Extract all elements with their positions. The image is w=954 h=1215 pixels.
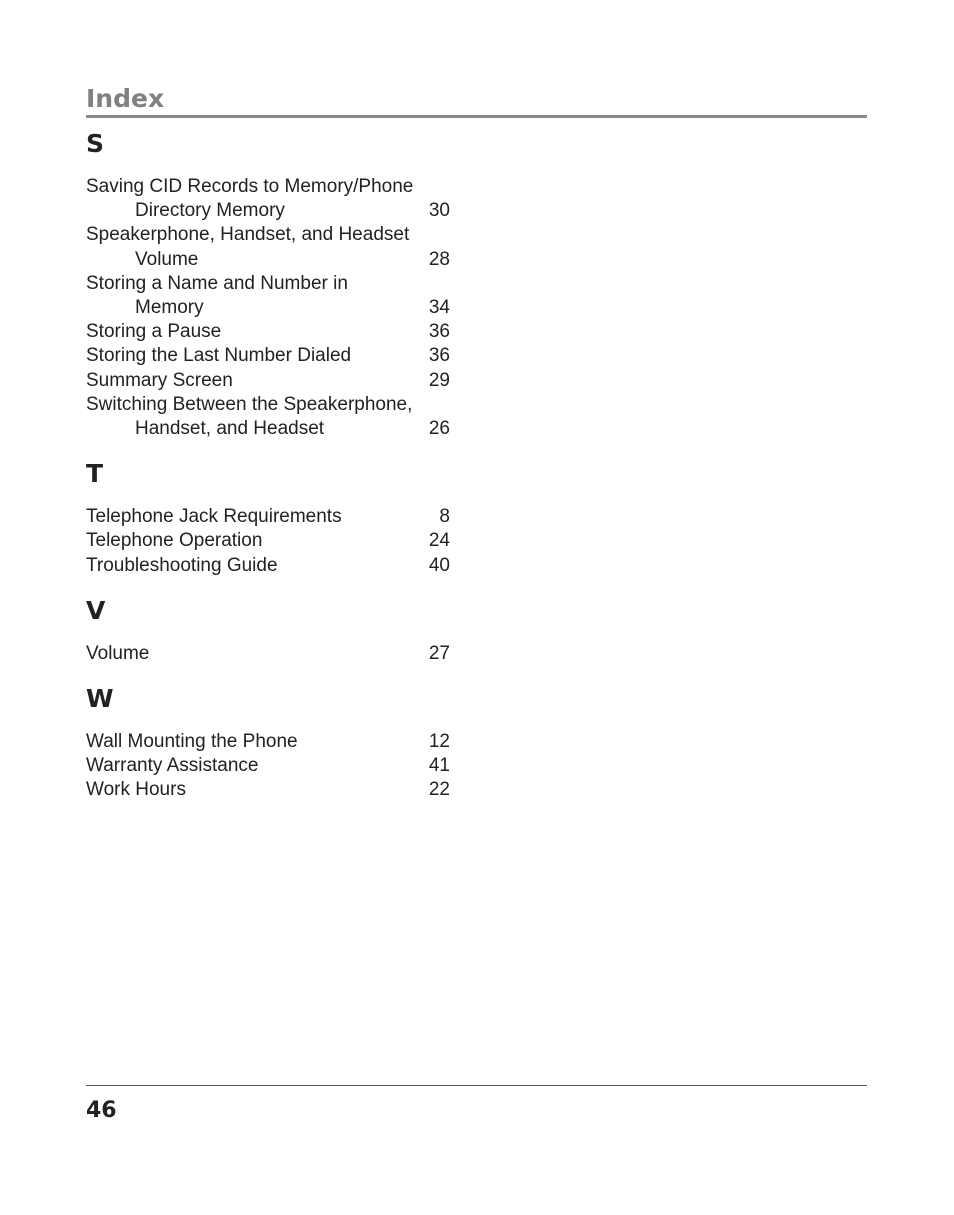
index-entry xyxy=(86,642,452,666)
index-entry xyxy=(86,393,452,441)
section-letter: S xyxy=(86,129,105,158)
entry-text-continued: Handset, and Headset xyxy=(135,418,325,440)
index-entry xyxy=(86,505,452,529)
entry-page-number: 22 xyxy=(428,779,450,801)
index-entry xyxy=(86,778,452,802)
index-entry xyxy=(86,272,452,320)
entry-page-number: 28 xyxy=(428,248,450,270)
entry-page-number: 36 xyxy=(428,321,450,343)
entry-text: Storing a Pause xyxy=(86,321,222,343)
entry-text-continued: Directory Memory xyxy=(135,200,285,222)
entry-page-number: 24 xyxy=(428,530,450,552)
header-rule xyxy=(86,115,867,118)
index-section-v xyxy=(86,591,452,666)
entry-page-number: 29 xyxy=(428,369,450,391)
entry-page-number: 12 xyxy=(428,731,450,753)
index-entry xyxy=(86,529,452,553)
entry-page-number: 40 xyxy=(428,554,450,576)
entry-text: Volume xyxy=(86,642,150,664)
entry-text: Work Hours xyxy=(86,779,186,801)
entry-text: Warranty Assistance xyxy=(86,755,259,777)
index-entry xyxy=(86,730,452,754)
entry-text: Summary Screen xyxy=(86,369,233,391)
entry-text: Telephone Operation xyxy=(86,530,263,552)
entry-text-continued: Memory xyxy=(135,297,204,319)
entry-text: Wall Mounting the Phone xyxy=(86,731,298,753)
index-body xyxy=(86,124,452,816)
index-entry xyxy=(86,175,452,223)
entry-text: Troubleshooting Guide xyxy=(86,554,278,576)
entry-page-number: 34 xyxy=(428,297,450,319)
entry-page-number: 36 xyxy=(428,345,450,367)
page-footer xyxy=(86,1085,867,1124)
index-section-t xyxy=(86,454,452,578)
entry-text: Speakerphone, Handset, and Headset xyxy=(86,224,410,246)
index-entry xyxy=(86,369,452,393)
index-entry xyxy=(86,223,452,271)
section-letter: V xyxy=(86,595,106,625)
entry-text-continued: Volume xyxy=(135,248,199,270)
index-entry xyxy=(86,554,452,578)
entry-text: Saving CID Records to Memory/Phone xyxy=(86,176,414,197)
entry-text: Switching Between the Speakerphone, xyxy=(86,393,413,415)
index-entry xyxy=(86,320,452,344)
entry-text: Storing the Last Number Dialed xyxy=(86,345,352,367)
entry-text: Telephone Jack Requirements xyxy=(86,506,342,528)
entry-page-number: 30 xyxy=(428,200,450,222)
page-title: Index xyxy=(86,84,165,113)
section-letter: W xyxy=(86,684,114,714)
index-entry xyxy=(86,754,452,778)
page-header xyxy=(86,84,867,118)
index-section-w xyxy=(86,679,452,803)
index-entry xyxy=(86,344,452,368)
page-number: 46 xyxy=(86,1098,117,1123)
entry-page-number: 26 xyxy=(428,418,450,440)
footer-rule xyxy=(86,1085,867,1086)
section-letter: T xyxy=(86,459,104,489)
entry-page-number: 8 xyxy=(439,506,450,528)
entry-page-number: 41 xyxy=(428,755,450,777)
entry-page-number: 27 xyxy=(428,642,450,664)
entry-text: Storing a Name and Number in xyxy=(86,272,348,294)
index-section-s xyxy=(86,124,452,441)
